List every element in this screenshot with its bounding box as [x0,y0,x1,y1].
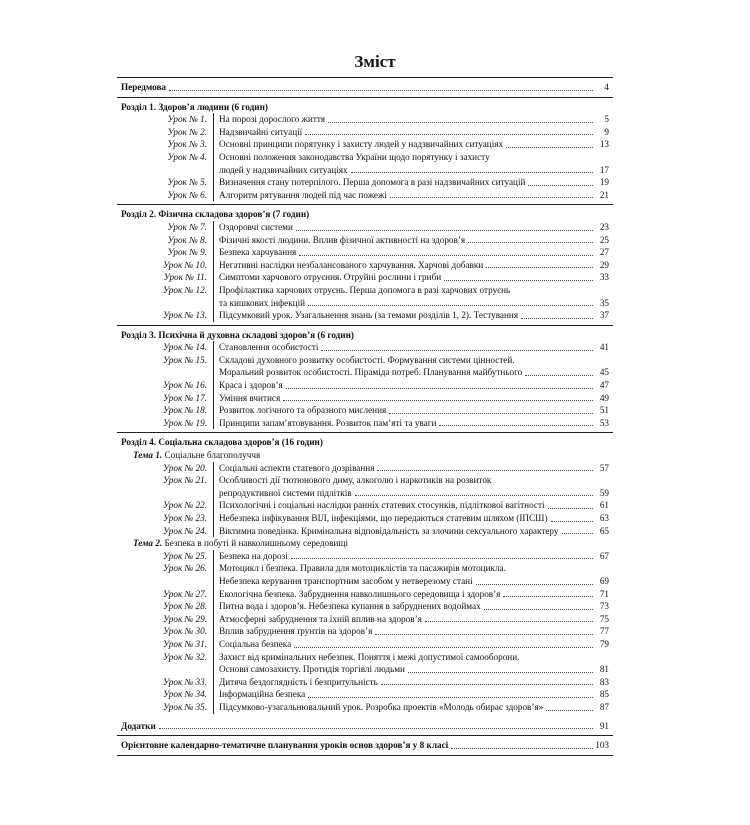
lesson-entry [121,113,609,126]
leader-dots [296,230,593,231]
lesson-title-line: Небезпека інфікування ВІЛ, інфекціями, що передаються статевим шляхом (ІПСШ) [219,513,548,523]
lesson-title-line: Мотоцикл і безпека. Правила для мотоциклістів та пасажирів мотоцикла. [219,563,506,574]
lesson-title-line: Небезпека керування транспортним засобом у нетверезому стані [219,575,473,586]
lesson-number: Урок № 11. [163,272,207,283]
lesson-page: 67 [599,550,609,561]
lesson-page: 69 [599,575,609,586]
lesson-number: Урок № 4. [167,151,207,162]
lesson-number: Урок № 12. [162,284,207,295]
lesson-title-row [219,234,609,247]
lesson-title-line: Психологічні і соціальні наслідки ранніх статевих стосунків, підліткової вагітності [219,500,545,511]
lesson-title-line: Алгоритм рятування людей під час пожежі [219,189,387,200]
lesson-entry [121,676,609,689]
theme-number: Тема 2. [133,538,163,549]
lesson-title-row [219,676,609,689]
leader-dots [546,710,593,711]
lesson-entry [121,126,609,139]
lesson-number: Урок № 22. [162,500,207,511]
leader-dots [528,185,593,186]
lesson-title-row [219,164,609,177]
lesson-entry [121,341,609,354]
lesson-number: Урок № 14. [162,342,207,353]
lesson-title-line: Уміння вчитися [219,392,281,403]
leader-dots [525,375,593,376]
lesson-entry [121,221,609,234]
lesson-number: Урок № 28. [162,601,207,612]
lesson-number: Урок № 25. [162,550,207,561]
leader-dots [351,172,593,173]
lesson-title-row [219,588,609,601]
lesson-title-line: Складові духовного розвитку особистості. Формування системи цінностей. [219,354,515,365]
leader-dots [451,748,593,749]
lesson-title-line: Надзвичайні ситуації [219,126,303,137]
lesson-page: 73 [599,601,609,612]
lesson-title-row [219,512,609,525]
preface-label: Передмова [121,82,166,92]
toc-preface [117,78,613,98]
lesson-title-line: Симптоми харчового отруєння. Отруйні рослини і гриби [219,272,442,283]
lesson-number: Урок № 32. [162,651,207,662]
lesson-body [213,600,609,613]
lesson-title-row [219,499,609,512]
leader-dots [444,280,593,281]
leader-dots [321,350,593,351]
lesson-title-line: Соціальні аспекти статевого дозрівання [219,462,375,473]
leader-dots [548,508,593,509]
toc-appendix [117,717,613,737]
lesson-body [213,221,609,234]
lesson-body [213,259,609,272]
lesson-number: Урок № 20. [162,462,207,473]
lesson-page: 45 [599,367,609,378]
lesson-entry [121,600,609,613]
lesson-entry [121,417,609,430]
lesson-title-line: На порозі дорослого життя [219,114,325,125]
lesson-page: 77 [599,626,609,637]
lesson-title-line: Принципи запам’ятовування. Розвиток пам’яті та уваги [219,417,437,428]
lesson-body [213,701,609,714]
lesson-title-row [219,701,609,714]
lesson-title-line: Віктимна поведінка. Кримінальна відповідальність за злочини сексуального характеру [219,525,559,536]
theme-name: Безпека в побуті й навколишньому середовищі [164,538,349,549]
lesson-entry [121,462,609,475]
lesson-page: 19 [599,177,609,188]
lesson-entry [121,651,609,676]
lesson-entry [121,512,609,525]
lesson-title-row [219,221,609,234]
lesson-title-line: Профілактика харчових отруєнь. Перша допомога в разі харчових отруєнь [219,284,511,295]
lesson-entry [121,404,609,417]
leader-dots [169,90,593,91]
planning-page: 103 [595,740,609,751]
lesson-entry [121,688,609,701]
lesson-body [213,676,609,689]
lesson-title-line: Основи самозахисту. Протидія торгівлі людьми [219,664,405,675]
lesson-entry [121,474,609,499]
lesson-page: 23 [599,221,609,232]
lesson-title-line: Безпека на дорозі [219,550,288,561]
leader-dots [308,305,593,306]
lesson-body [213,613,609,626]
lesson-number: Урок № 19. [162,417,207,428]
lesson-page: 17 [599,164,609,175]
lesson-body [213,246,609,259]
lesson-page: 13 [599,139,609,150]
lesson-body [213,309,609,322]
lesson-title-line: Підсумково-узагальнювальний урок. Розробка проектів «Молодь обирає здоров’я» [219,701,544,712]
lesson-title-row [219,309,609,322]
lesson-number: Урок № 3. [167,139,207,150]
leader-dots [551,521,593,522]
lesson-body [213,638,609,651]
lesson-body [213,474,609,499]
lesson-title-line: Підсумковий урок. Узагальнення знань (за темами розділів 1, 2). Тестування [219,310,519,321]
lesson-page: 5 [604,114,609,125]
lesson-title-line: Моральний розвиток особистості. Піраміда потреб. Планування майбутнього [219,367,523,378]
section-title: Розділ 4. Соціальна складова здоров’я (16 годин) [121,437,323,448]
lesson-page: 53 [599,417,609,428]
lesson-number: Урок № 9. [167,247,207,258]
theme-number: Тема 1. [133,450,163,461]
lesson-entry [121,138,609,151]
lesson-title-row [219,113,609,126]
lesson-body [213,392,609,405]
toc-section [117,326,613,434]
leader-dots [521,318,593,319]
lesson-page: 51 [599,405,609,416]
lesson-body [213,404,609,417]
lesson-title-line: Фізичні якості людини. Вплив фізичної активності на здоров’я [219,234,466,245]
table-of-contents [117,77,613,756]
toc-section [117,433,613,716]
lesson-number: Урок № 8. [167,234,207,245]
lesson-title-line: Інформаційна безпека [219,689,306,700]
preface-page: 4 [604,82,609,92]
lesson-title-row [219,297,609,310]
theme-title [121,537,609,550]
lesson-number: Урок № 18. [162,405,207,416]
lesson-number: Урок № 13. [162,310,207,321]
lesson-page: 61 [599,500,609,511]
leader-dots [305,134,593,135]
lesson-body [213,625,609,638]
lesson-number: Урок № 15. [162,354,207,365]
lesson-title-line: Особливості дії тютюнового диму, алкоголю і наркотиків на розвиток [219,475,492,486]
toc-section [117,205,613,325]
lesson-page: 57 [599,462,609,473]
section-title: Розділ 3. Психічна й духовна складові здоров’я (6 годин) [121,329,354,340]
lesson-entry [121,259,609,272]
lesson-title-line: Основні принципи порятунку і захисту людей у надзвичайних ситуаціях [219,139,504,150]
lesson-title-row [219,487,609,500]
appendix-label: Додатки [121,720,156,731]
lesson-entry [121,176,609,189]
lesson-title-line: Становлення особистості [219,342,319,353]
lesson-body [213,379,609,392]
leader-dots [439,425,593,426]
lesson-body [213,284,609,309]
lesson-number: Урок № 21. [162,475,207,486]
lesson-entry [121,392,609,405]
lesson-title-line: людей у надзвичайних ситуаціях [219,164,348,175]
lesson-body [213,525,609,538]
lesson-number: Урок № 17. [162,392,207,403]
lesson-number: Урок № 30. [162,626,207,637]
lesson-title-row [219,271,609,284]
lesson-title-line: Питна вода і здоров’я. Небезпека купання в забруднених водоймах [219,601,481,612]
theme-name: Соціальне благополуччя [164,450,261,461]
lesson-number: Урок № 7. [167,221,207,232]
lesson-page: 81 [599,664,609,675]
lesson-title-line: Соціальна безпека [219,638,292,649]
section-title: Розділ 1. Здоров’я людини (6 годин) [121,101,268,112]
lesson-entry [121,234,609,247]
lesson-number: Урок № 23. [162,513,207,523]
lesson-body [213,462,609,475]
lesson-title-line: Визначення стану потерпілого. Перша допомога в разі надзвичайних ситуацій [219,177,526,188]
lesson-number: Урок № 33. [162,676,207,687]
lesson-number: Урок № 1. [167,114,207,125]
lesson-number: Урок № 16. [162,380,207,391]
lesson-page: 63 [599,513,609,523]
lesson-entry [121,499,609,512]
lesson-title-row [219,613,609,626]
leader-dots [381,684,593,685]
leader-dots [389,413,593,414]
lesson-number: Урок № 34. [162,689,207,700]
leader-dots [476,584,593,585]
lesson-page: 49 [599,392,609,403]
lesson-body [213,588,609,601]
lesson-title-row [219,575,609,588]
lesson-body [213,151,609,176]
lesson-page: 65 [599,525,609,536]
lesson-page: 83 [599,676,609,687]
leader-dots [486,267,593,268]
lesson-body [213,341,609,354]
lesson-title-row [219,625,609,638]
lesson-body [213,688,609,701]
section-title: Розділ 2. Фізична складова здоров’я (7 годин) [121,209,310,220]
lesson-page: 9 [604,126,609,137]
lesson-title-line: Основні положення законодавства України щодо порятунку і захисту [219,151,490,162]
leader-dots [283,400,593,401]
lesson-entry [121,625,609,638]
lesson-entry [121,246,609,259]
lesson-entry [121,284,609,309]
lesson-title-row [219,600,609,613]
lesson-entry [121,588,609,601]
leader-dots [328,122,593,123]
lesson-title-line: Розвиток логічного та образного мислення [219,405,387,416]
lesson-number: Урок № 5. [167,177,207,188]
lesson-number: Урок № 6. [167,189,207,200]
leader-dots [425,621,593,622]
lesson-page: 29 [599,259,609,270]
theme-title [121,449,609,462]
leader-dots [294,647,593,648]
lesson-page: 37 [599,310,609,321]
lesson-page: 79 [599,638,609,649]
lesson-page: 85 [599,689,609,700]
lesson-number: Урок № 24. [162,525,207,536]
lesson-entry [121,638,609,651]
leader-dots [159,728,593,729]
leader-dots [377,470,593,471]
lesson-page: 27 [599,247,609,258]
lesson-entry [121,354,609,379]
lesson-title-line: Атмосферні забруднення та їхній вплив на здоров’я [219,613,422,624]
lesson-body [213,499,609,512]
lesson-number: Урок № 27. [162,588,207,599]
leader-dots [484,609,593,610]
leader-dots [286,388,593,389]
appendix-page: 91 [599,720,609,731]
lesson-body [213,126,609,139]
lesson-body [213,417,609,430]
lesson-title-row [219,341,609,354]
lesson-title-line: Екологічна безпека. Забруднення навколишнього середовища і здоров’я [219,588,501,599]
lesson-entry [121,151,609,176]
lesson-body [213,113,609,126]
leader-dots [299,255,593,256]
lesson-body [213,189,609,202]
lesson-title-row [219,525,609,538]
lesson-number: Урок № 35. [162,701,207,712]
lesson-entry [121,550,609,563]
lesson-title-row [219,126,609,139]
lesson-title-line: Вплив забруднення ґрунтів на здоров’я [219,626,373,637]
lesson-number: Урок № 29. [162,613,207,624]
lesson-body [213,138,609,151]
lesson-title-line: репродуктивної системи підлітків [219,487,352,498]
toc-section [117,98,613,206]
leader-dots [308,697,593,698]
lesson-body [213,234,609,247]
lesson-title-row [219,688,609,701]
lesson-page: 25 [599,234,609,245]
lesson-title-row [219,638,609,651]
lesson-body [213,354,609,379]
leader-dots [562,533,594,534]
lesson-page: 71 [599,588,609,599]
lesson-title-row [219,259,609,272]
lesson-page: 59 [599,487,609,498]
lesson-title-row [219,176,609,189]
lesson-body [213,512,609,525]
lesson-entry [121,379,609,392]
lesson-title-row [219,404,609,417]
lesson-title-row [219,462,609,475]
lesson-title-line: Захист від кримінальних небезпек. Поняття і межі допустимої самооборони. [219,651,520,662]
lesson-title-line: Дитяча бездоглядність і безпритульність [219,676,378,687]
lesson-page: 47 [599,380,609,391]
lesson-entry [121,271,609,284]
leader-dots [355,495,593,496]
lesson-page: 75 [599,613,609,624]
lesson-body [213,271,609,284]
planning-label: Орієнтовне календарно-тематичне планування уроків основ здоров’я у 8 класі [121,740,449,751]
lesson-number: Урок № 26. [162,563,207,574]
lesson-title-row [219,366,609,379]
toc-planning [117,736,613,755]
lesson-entry [121,562,609,587]
lesson-number: Урок № 31. [162,638,207,649]
leader-dots [468,242,593,243]
lesson-title-row [219,392,609,405]
lesson-title-row [219,663,609,676]
lesson-title-row [219,246,609,259]
leader-dots [375,634,593,635]
lesson-title-row [219,379,609,392]
lesson-body [213,176,609,189]
lesson-title-row [219,417,609,430]
lesson-title-line: та кишкових інфекцій [219,297,306,308]
lesson-page: 21 [599,189,609,200]
lesson-number: Урок № 10. [162,259,207,270]
lesson-entry [121,189,609,202]
lesson-title-row [219,550,609,563]
lesson-page: 41 [599,342,609,353]
lesson-title-line: Негативні наслідки незбалансованого харчування. Харчові добавки [219,259,484,270]
leader-dots [291,558,593,559]
lesson-title-row [219,138,609,151]
leader-dots [503,596,593,597]
lesson-body [213,562,609,587]
lesson-entry [121,701,609,714]
lesson-title-line: Оздоровчі системи [219,221,293,232]
lesson-page: 33 [599,272,609,283]
lesson-page: 87 [599,701,609,712]
leader-dots [506,147,593,148]
lesson-body [213,550,609,563]
page-title: Зміст [354,52,396,71]
leader-dots [390,197,593,198]
lesson-title-line: Безпека харчування [219,247,297,258]
lesson-entry [121,613,609,626]
leader-dots [408,672,593,673]
lesson-title-line: Краса і здоров’я [219,380,283,391]
lesson-page: 35 [599,297,609,308]
lesson-number: Урок № 2. [167,126,207,137]
lesson-entry [121,309,609,322]
lesson-title-row [219,189,609,202]
lesson-body [213,651,609,676]
lesson-entry [121,525,609,538]
